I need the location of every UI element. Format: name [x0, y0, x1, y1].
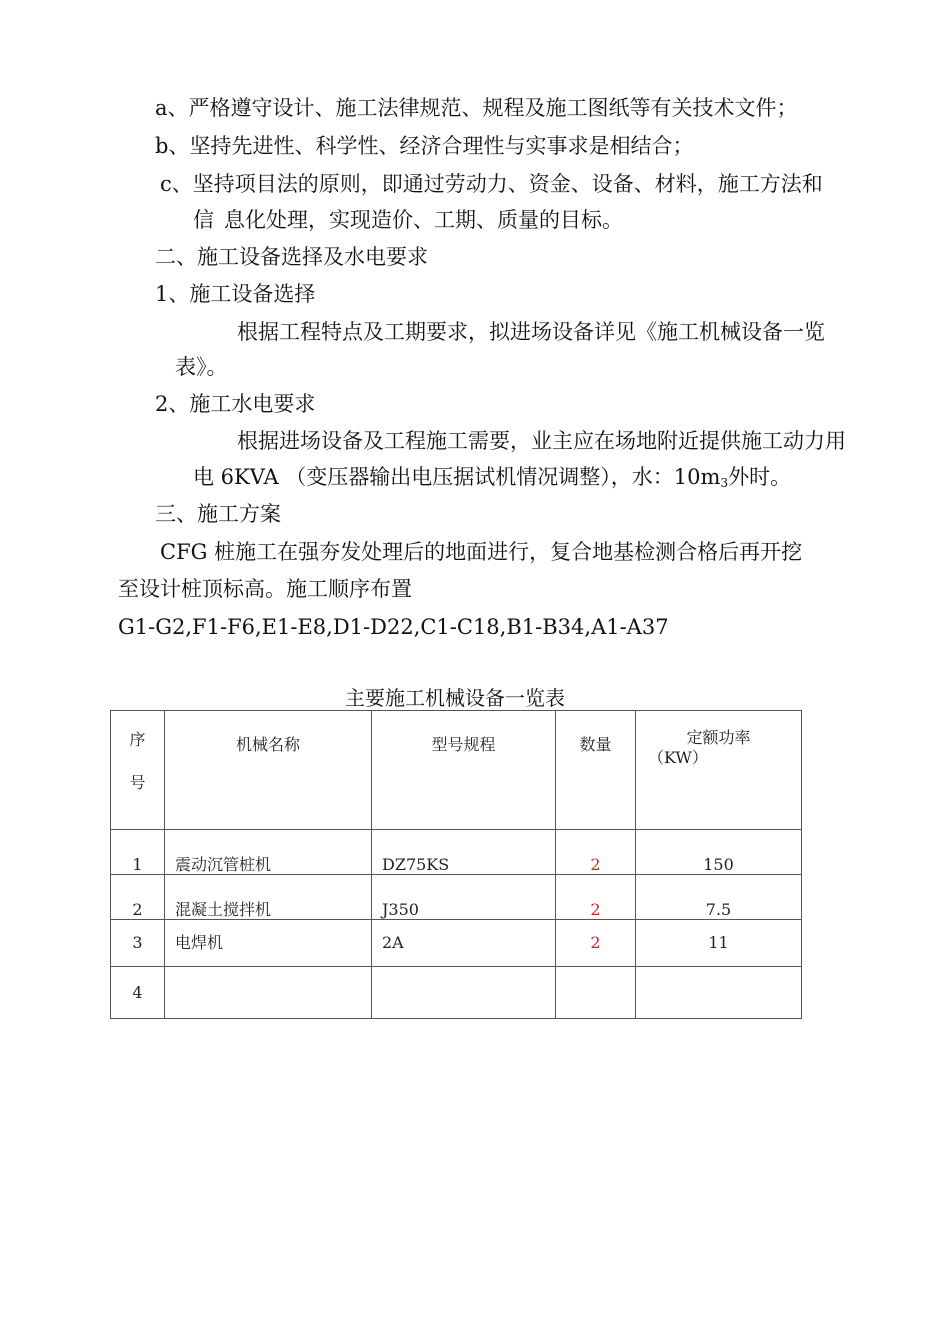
principle-c-line1: c、坚持项目法的原则，即通过劳动力、资金、设备、材料，施工方法和	[160, 172, 823, 196]
principle-c-line2-rest: 息化处理，实现造价、工期、质量的目标。	[224, 208, 623, 232]
cell-model	[372, 967, 555, 984]
header-power: 定额功率 （KW）	[636, 711, 802, 830]
table-caption: 主要施工机械设备一览表	[345, 686, 565, 710]
table-row	[111, 830, 802, 875]
table-row	[111, 967, 802, 1019]
item-1-heading: 1、施工设备选择	[155, 282, 316, 306]
cell-qty: 2	[590, 933, 601, 952]
item-2-text-line2-end: 外时。	[728, 465, 792, 489]
header-name: 机械名称	[165, 711, 372, 830]
plan-text-line2: 至设计桩顶标高。施工顺序布置	[118, 577, 412, 601]
principle-a: a、严格遵守设计、施工法律规范、规程及施工图纸等有关技术文件；	[155, 96, 798, 120]
header-model: 型号规程	[372, 711, 556, 830]
item-2-text-line2	[193, 462, 791, 498]
cell-power: 150	[703, 855, 734, 874]
plan-sequence: G1-G2,F1-F6,E1-E8,D1-D22,C1-C18,B1-B34,A1-A37	[118, 615, 669, 639]
cubic-subscript: 3	[720, 476, 729, 490]
plan-text-line1: CFG 桩施工在强夯发处理后的地面进行，复合地基检测合格后再开挖	[160, 540, 803, 564]
cell-power	[636, 967, 801, 984]
cell-model: DZ75KS	[382, 855, 450, 874]
cell-qty: 2	[590, 855, 601, 874]
header-qty: 数量	[556, 711, 636, 830]
cell-name: 电焊机	[175, 933, 224, 952]
cell-power: 7.5	[705, 900, 732, 919]
cell-name: 混凝土搅拌机	[175, 900, 272, 919]
table-header-row	[111, 711, 802, 830]
principle-c-line2-first: 信	[193, 208, 214, 232]
equipment-table	[110, 710, 802, 1019]
table-row	[111, 875, 802, 920]
cell-seq: 1	[132, 855, 143, 874]
section-3-heading: 三、施工方案	[155, 502, 281, 526]
item-1-text-line2: 表》。	[175, 355, 228, 379]
cell-model: J350	[382, 900, 419, 919]
cell-seq: 4	[132, 983, 143, 1002]
cell-qty: 2	[590, 900, 601, 919]
item-1-text-line1: 根据工程特点及工期要求，拟进场设备详见《施工机械设备一览	[237, 320, 825, 344]
cell-power: 11	[708, 933, 729, 952]
cell-qty	[556, 967, 635, 984]
cell-name	[165, 967, 371, 984]
item-2-text-line1: 根据进场设备及工程施工需要，业主应在场地附近提供施工动力用	[237, 429, 846, 453]
header-seq: 序 号	[111, 711, 165, 830]
item-2-text-line2-main: 电 6KVA （变压器输出电压据试机情况调整），水：10m	[193, 465, 721, 489]
cell-seq: 2	[132, 900, 143, 919]
principle-c-line2	[193, 205, 623, 235]
section-2-heading: 二、施工设备选择及水电要求	[155, 245, 428, 269]
cell-model: 2A	[382, 933, 404, 952]
principle-b: b、坚持先进性、科学性、经济合理性与实事求是相结合；	[155, 134, 694, 158]
cell-name: 震动沉管桩机	[175, 855, 272, 874]
item-2-heading: 2、施工水电要求	[155, 392, 316, 416]
cell-seq: 3	[132, 933, 143, 952]
header-power-unit: （KW）	[648, 748, 708, 767]
table-row	[111, 920, 802, 967]
